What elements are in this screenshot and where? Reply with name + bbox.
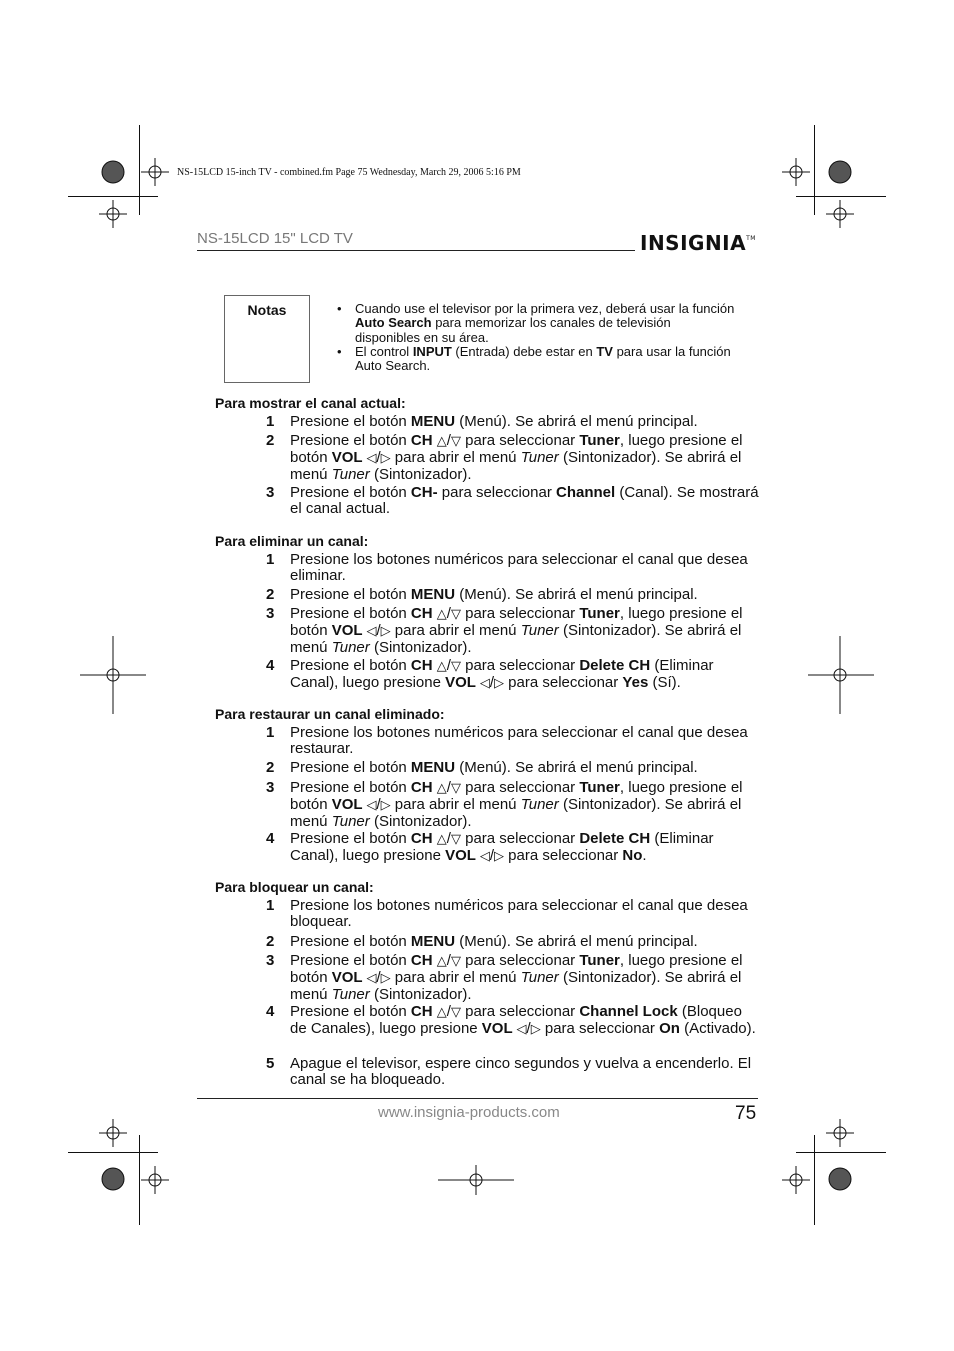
crop-mark <box>139 125 140 215</box>
crosshair-icon <box>438 1165 514 1195</box>
crosshair-icon <box>141 1166 169 1194</box>
website-url: www.insignia-products.com <box>378 1104 560 1121</box>
print-header: NS-15LCD 15-inch TV - combined.fm Page 75 Wednesday, March 29, 2006 5:16 PM <box>177 167 521 178</box>
crop-mark <box>814 125 815 215</box>
step: 2 Presione el botón MENU (Menú). Se abrirá el menú principal. <box>266 933 698 950</box>
section-title: Para restaurar un canal eliminado: <box>215 706 445 722</box>
section-title: Para bloquear un canal: <box>215 879 374 895</box>
crop-mark <box>68 1152 158 1153</box>
crosshair-icon <box>99 1119 127 1147</box>
step: 2 Presione el botón CH △/▽ para seleccionar Tuner, luego presione el botón VOL ◁/▷ para abrir el menú Tuner (Sintonizador). Se abrirá el menú Tuner (Sintonizador). <box>266 432 743 484</box>
step: 4 Presione el botón CH △/▽ para seleccionar Delete CH (Eliminar Canal), luego presione VOL ◁/▷ para seleccionar Yes (Sí). <box>266 657 714 692</box>
bullet-icon: • <box>337 343 342 359</box>
notes-box <box>224 295 310 383</box>
page-number: 75 <box>735 1103 757 1124</box>
step: 1 Presione los botones numéricos para seleccionar el canal que desea bloquear. <box>266 897 748 931</box>
insignia-logo: INSIGNIA™ <box>640 231 756 255</box>
crop-mark <box>796 1152 886 1153</box>
crosshair-icon <box>808 636 874 714</box>
step: 2 Presione el botón MENU (Menú). Se abrirá el menú principal. <box>266 586 698 603</box>
notes-list <box>337 302 737 373</box>
step: 3 Presione el botón CH- para seleccionar Channel (Canal). Se mostrará el canal actual. <box>266 484 759 518</box>
footer-rule <box>197 1098 758 1099</box>
section-title: Para eliminar un canal: <box>215 533 369 549</box>
crosshair-icon <box>99 200 127 228</box>
header-rule <box>197 250 635 251</box>
section-title: Para mostrar el canal actual: <box>215 395 406 411</box>
step: 3 Presione el botón CH △/▽ para seleccionar Tuner, luego presione el botón VOL ◁/▷ para abrir el menú Tuner (Sintonizador). Se abrirá el menú Tuner (Sintonizador). <box>266 605 743 657</box>
notes-title: Notas <box>247 302 287 318</box>
crosshair-icon <box>826 1119 854 1147</box>
model-title: NS-15LCD 15" LCD TV <box>197 230 353 247</box>
step: 1 Presione los botones numéricos para seleccionar el canal que desea restaurar. <box>266 724 748 758</box>
step: 4 Presione el botón CH △/▽ para seleccionar Delete CH (Eliminar Canal), luego presione VOL ◁/▷ para seleccionar No. <box>266 830 714 865</box>
step: 1 Presione los botones numéricos para seleccionar el canal que desea eliminar. <box>266 551 748 585</box>
step: 1 Presione el botón MENU (Menú). Se abrirá el menú principal. <box>266 413 698 430</box>
note-item: • Cuando use el televisor por la primera vez, deberá usar la función Auto Search para memorizar los canales de televisión disponibles en su área. <box>337 301 735 345</box>
crosshair-icon <box>826 200 854 228</box>
note-item: • El control INPUT (Entrada) debe estar en TV para usar la función Auto Search. <box>337 343 731 374</box>
step: 2 Presione el botón MENU (Menú). Se abrirá el menú principal. <box>266 759 698 776</box>
step: 5 Apague el televisor, espere cinco segundos y vuelva a encenderlo. El canal se ha bloqueado. <box>266 1055 752 1089</box>
step: 4 Presione el botón CH △/▽ para seleccionar Channel Lock (Bloqueo de Canales), luego presione VOL ◁/▷ para seleccionar On (Activado). <box>266 1003 756 1038</box>
step: 3 Presione el botón CH △/▽ para seleccionar Tuner, luego presione el botón VOL ◁/▷ para abrir el menú Tuner (Sintonizador). Se abrirá el menú Tuner (Sintonizador). <box>266 779 743 831</box>
step: 3 Presione el botón CH △/▽ para seleccionar Tuner, luego presione el botón VOL ◁/▷ para abrir el menú Tuner (Sintonizador). Se abrirá el menú Tuner (Sintonizador). <box>266 952 743 1004</box>
crop-mark <box>68 196 158 197</box>
crosshair-icon <box>782 158 810 186</box>
crop-mark <box>814 1135 815 1225</box>
bullet-icon: • <box>337 301 342 316</box>
crosshair-icon <box>141 158 169 186</box>
crosshair-icon <box>80 636 146 714</box>
crosshair-icon <box>782 1166 810 1194</box>
crop-mark <box>796 196 886 197</box>
crop-mark <box>139 1135 140 1225</box>
